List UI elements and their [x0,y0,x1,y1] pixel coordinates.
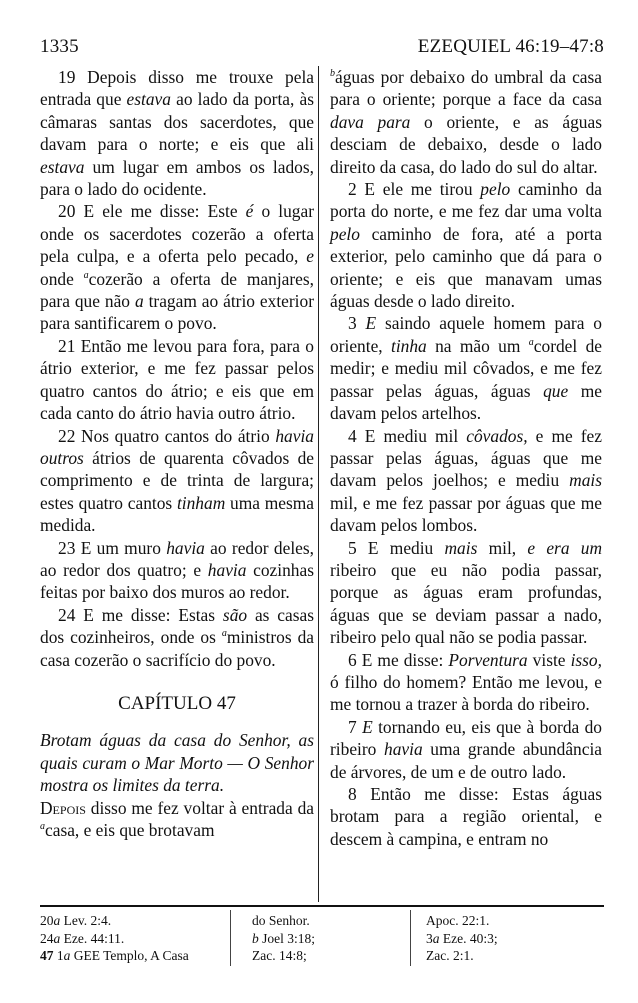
italic-word: estava [126,89,171,110]
footnote-line: Apoc. 22:1. [426,913,490,928]
italic-word: e era um [527,537,602,558]
chapter-ref: 47 [40,948,54,963]
verse-46-24: 24 E me disse: Estas são as casas dos cozinheiros, onde os $^a$ministros da casa cozerão o sacrifício do povo. [40,604,315,670]
italic-word: havia [384,739,423,760]
italic-word: havia [207,559,247,580]
italic-word: havia outros [40,425,314,468]
italic-word: a [63,948,71,963]
italic-word: E [365,313,377,334]
right-column [330,66,602,850]
footnote-line: Zac. 2:1. [426,948,474,963]
verse-47-6: 6 E me disse: Porventura viste isso, ó filho do homem? Então me levou, e me tornou a trazer à borda do ribeiro. [330,649,602,715]
italic-word: côvados, [466,425,528,446]
italic-word: isso, [570,649,602,670]
verse-46-20: 20 E ele me disse: Este é o lugar onde os sacerdotes cozerão a oferta pela culpa, e a oferta pelo pecado, e onde $^a$cozerão a oferta de manjares, para que não a tragam ao átrio exterior para santificarem o povo. [40,201,315,334]
italic-word: a [134,291,144,312]
verse-47-1: Depois disso me fez voltar à entrada da $^a$casa, e eis que brotavam [40,797,314,840]
italic-word: mais [569,470,602,491]
left-column [40,66,314,841]
verse-47-5: 5 E mediu mais mil, e era um ribeiro que eu não podia passar, porque as águas eram profundas, águas que se deviam passar a nado, ribeiro pelo qual não se podia passar. [330,537,602,648]
verse-47-4: 4 E mediu mil côvados, e me fez passar pelas águas, águas que me davam pelos joelhos; e mediu mais mil, e me fez passar por águas que me davam pelos lombos. [330,425,602,536]
footnote-rule [40,905,604,907]
footnotes-column-2 [252,912,402,965]
drop-word: Depois [40,797,86,818]
footnote-line: do Senhor. [252,913,310,928]
italic-word: a [53,913,61,928]
footnote-line: 20a Lev. 2:4. [40,913,112,928]
footnote-marker: b [330,68,335,80]
footnotes-column-3 [426,912,576,965]
verse-46-22: 22 Nos quatro cantos do átrio havia outros átrios de quarenta côvados de comprimento e de trinta de largura; estes quatro cantos tinham uma mesma medida. [40,425,314,536]
italic-word: tinham [176,492,226,513]
italic-word: pelo [480,179,511,200]
verse-47-8: 8 Então me disse: Estas águas brotam para a região oriental, e descem à campina, e entram no [330,784,602,849]
chapter-summary: Brotam águas da casa do Senhor, as quais curam o Mar Morto — O Senhor mostra os limites da terra. [40,730,314,796]
footnote-marker: a [40,821,45,833]
footnote-line: Zac. 14:8; [252,948,307,963]
footnote-divider [410,910,411,966]
footnote-line: 47 1a GEE Templo, A Casa [40,948,189,963]
verse-47-7: 7 E tornando eu, eis que à borda do ribeiro havia uma grande abundância de árvores, de um e de outro lado. [330,716,603,782]
footnote-marker: a [528,337,534,349]
footnote-marker: a [83,269,89,281]
italic-word: é [245,201,254,222]
verse-46-19: 19 Depois disso me trouxe pela entrada que estava ao lado da porta, às câmaras santas dos sacerdotes, que davam para o norte; e eis que ali estava um lugar em ambos os lados, para o lado do ocidente. [40,67,314,200]
italic-word: dava para [330,111,411,132]
footnote-line: 3a Eze. 40:3; [426,930,498,946]
column-divider [318,66,319,902]
italic-word: a [432,930,440,946]
verse-47-3: 3 E saindo aquele homem para o oriente, tinha na mão um $^a$cordel de medir; e mediu mil côvados, e me fez passar pelas águas, águas que me davam pelos artelhos. [330,313,603,424]
italic-word: Porventura [448,649,528,670]
footnote-marker: a [221,628,227,640]
footnote-divider [230,910,231,966]
italic-word: havia [166,537,205,558]
italic-word: que [543,380,569,401]
verse-46-21: 21 Então me levou para fora, para o átrio exterior, e me fez passar pelos quatro cantos do átrio; e eis que em cada canto do átrio havia outro átrio. [40,335,314,424]
running-header [40,36,604,64]
italic-word: estava [40,156,85,177]
italic-word: a [53,930,61,946]
italic-word: pelo [330,223,360,244]
running-head: EZEQUIEL 46:19–47:8 [417,36,604,57]
footnotes-column-1 [40,912,220,965]
italic-word: tinha [391,335,427,356]
verse-47-1-continued: $^b$águas por debaixo do umbral da casa para o oriente; porque a face da casa dava para o oriente, e as águas desciam de debaixo, desde o lado direito da casa, do lado do sul do altar. [330,67,602,177]
verse-47-2: 2 E ele me tirou pelo caminho da porta do norte, e me fez dar uma volta pelo caminho de fora, até a porta exterior, pelo caminho que dá para o oriente; e eis que manavam umas águas desde o lado direito. [330,179,602,312]
footnote-line: 24a Eze. 44:11. [40,930,125,946]
italic-word: são [222,604,248,625]
italic-word: e [306,246,314,267]
footnote-line: b Joel 3:18; [252,930,315,946]
page-number: 1335 [40,36,79,57]
chapter-heading: CAPÍTULO 47 [118,692,236,714]
italic-word: mais [444,537,478,558]
verse-46-23: 23 E um muro havia ao redor deles, ao redor dos quatro; e havia cozinhas feitas por baixo dos muros ao redor. [40,537,314,603]
italic-word: b [252,930,259,946]
italic-word: E [362,716,373,737]
